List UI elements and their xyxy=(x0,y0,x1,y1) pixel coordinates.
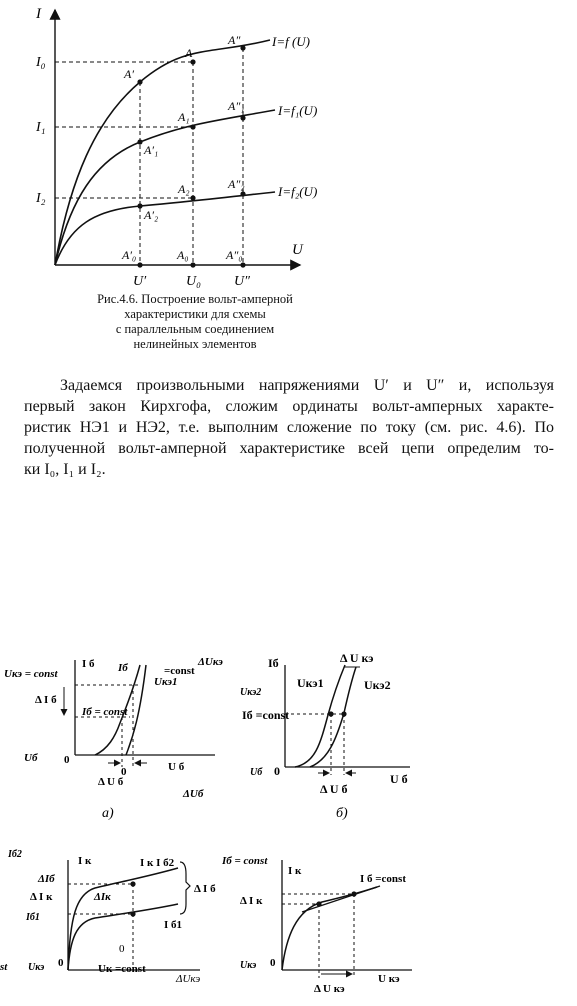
label: Δ I б xyxy=(35,694,57,706)
label: Iб2 xyxy=(8,849,22,860)
point-A1-prime: A′₁ xyxy=(144,143,159,157)
point xyxy=(351,891,356,896)
paragraph-line: ристик НЭ1 и НЭ2, т.е. выполним сложение по току (см. рис. 4.6). По xyxy=(24,419,554,436)
label: Iб xyxy=(268,656,279,670)
label: =const xyxy=(164,665,195,677)
y-tick-I2: I₂ xyxy=(36,191,46,206)
curve-label-f2: I=f₂(U) xyxy=(278,184,318,199)
x-axis-label: U xyxy=(292,242,303,258)
label: Δ U кэ xyxy=(340,651,374,665)
label: U б xyxy=(168,761,185,773)
label: ΔUкэ xyxy=(176,973,201,985)
label: I к xyxy=(288,865,302,877)
y-axis-label: I xyxy=(36,6,41,22)
label: 0 xyxy=(64,754,70,766)
label: Iб = const xyxy=(82,706,128,718)
brace xyxy=(180,862,190,914)
point-A1-dprime: A″₁ xyxy=(228,99,245,113)
label: 0 xyxy=(58,957,64,969)
label: ΔIк xyxy=(94,891,111,903)
x-tick-U-prime: U′ xyxy=(133,274,147,289)
label: Uкэ1 xyxy=(154,676,178,688)
label: Iб1 xyxy=(26,912,40,923)
paragraph-line: ки I₀, I₁ и I₂. xyxy=(24,461,106,478)
load-line xyxy=(302,886,380,912)
paragraph-line: полученной вольт-амперной характеристике всей цепи определим то- xyxy=(24,440,554,457)
figure-4-6-caption xyxy=(40,292,350,352)
label: 0 xyxy=(274,764,280,778)
label: Uкэ2 xyxy=(364,678,391,692)
figure-4-6-graph xyxy=(0,0,340,292)
caption-line: характеристики для схемы xyxy=(124,307,266,321)
figure-c xyxy=(0,842,222,1006)
label: Δ I б xyxy=(194,883,216,895)
point-A0-prime: A′₀ xyxy=(122,248,137,262)
label: I б1 xyxy=(164,919,183,931)
label: U кэ xyxy=(378,973,400,985)
label: Δ I к xyxy=(30,891,53,903)
point-A-dprime: A″ xyxy=(228,33,241,47)
label: I к I б2 xyxy=(140,857,175,869)
label: ΔUкэ xyxy=(198,656,223,668)
label: Uкэ xyxy=(28,962,45,973)
point xyxy=(328,711,333,716)
guides xyxy=(285,714,345,775)
point-A0-dprime: A″₀ xyxy=(226,248,243,262)
label: I б =const xyxy=(360,873,406,885)
point-A0: A₀ xyxy=(177,248,189,262)
curve-label-f: I=f (U) xyxy=(272,34,311,49)
point xyxy=(130,911,135,916)
curve-label-f1: I=f₁(U) xyxy=(278,103,318,118)
figure-b-caption: б) xyxy=(336,806,348,821)
label: 0 xyxy=(270,957,276,969)
label: I б xyxy=(82,658,95,670)
label: Uб xyxy=(250,767,263,778)
x-tick-U0: U₀ xyxy=(186,274,201,289)
label: Uкэ2 xyxy=(240,687,262,698)
point-A: A xyxy=(185,46,193,60)
point-A2-prime: A′₂ xyxy=(144,208,159,222)
label: Δ U кэ xyxy=(314,983,345,995)
figure-b xyxy=(240,645,420,835)
point-A2: A₂ xyxy=(178,182,190,196)
point-A-prime: A′ xyxy=(124,67,134,81)
label: Δ U б xyxy=(320,782,348,796)
label: ΔUб xyxy=(183,788,204,800)
label: Iб xyxy=(118,662,128,674)
caption-line: Рис.4.6. Построение вольт-амперной xyxy=(97,292,293,306)
label: Uб xyxy=(24,752,38,764)
y-tick-I1: I₁ xyxy=(36,120,46,135)
point xyxy=(316,901,321,906)
curve xyxy=(282,887,377,970)
label: st xyxy=(0,961,8,973)
point xyxy=(341,711,346,716)
label: U б xyxy=(390,772,408,786)
label: Uк =const xyxy=(98,963,146,975)
label: Δ I к xyxy=(240,895,263,907)
figure-a xyxy=(0,645,240,835)
label: Iб =const xyxy=(242,708,290,722)
caption-line: с параллельным соединением xyxy=(115,322,275,336)
label: Uкэ xyxy=(240,960,257,971)
label: Uкэ = const xyxy=(4,668,58,680)
point-A2-dprime: A″₂ xyxy=(228,177,245,191)
curve-f xyxy=(55,40,270,265)
paragraph-line: первый закон Кирхгофа, сложим ординаты вольт-амперных характе- xyxy=(24,398,554,415)
label: 0 xyxy=(119,943,125,955)
caption-line: нелинейных элементов xyxy=(133,337,257,351)
label: 0 xyxy=(121,766,127,778)
point xyxy=(130,881,135,886)
label: I к xyxy=(78,855,92,867)
y-tick-I0: I₀ xyxy=(36,55,46,70)
x-tick-U-dprime: U″ xyxy=(234,274,250,289)
figure-a-caption: а) xyxy=(102,806,114,821)
body-paragraph xyxy=(24,375,554,480)
label: Uкэ1 xyxy=(297,676,324,690)
figure-d xyxy=(222,842,422,1006)
point-A1: A₁ xyxy=(178,110,190,124)
paragraph-line: Задаемся произвольными напряжениями U′ и U″ и, используя xyxy=(60,377,554,394)
label: Iб = const xyxy=(222,855,268,867)
label: Δ U б xyxy=(98,776,124,788)
label: ΔIб xyxy=(38,873,55,885)
